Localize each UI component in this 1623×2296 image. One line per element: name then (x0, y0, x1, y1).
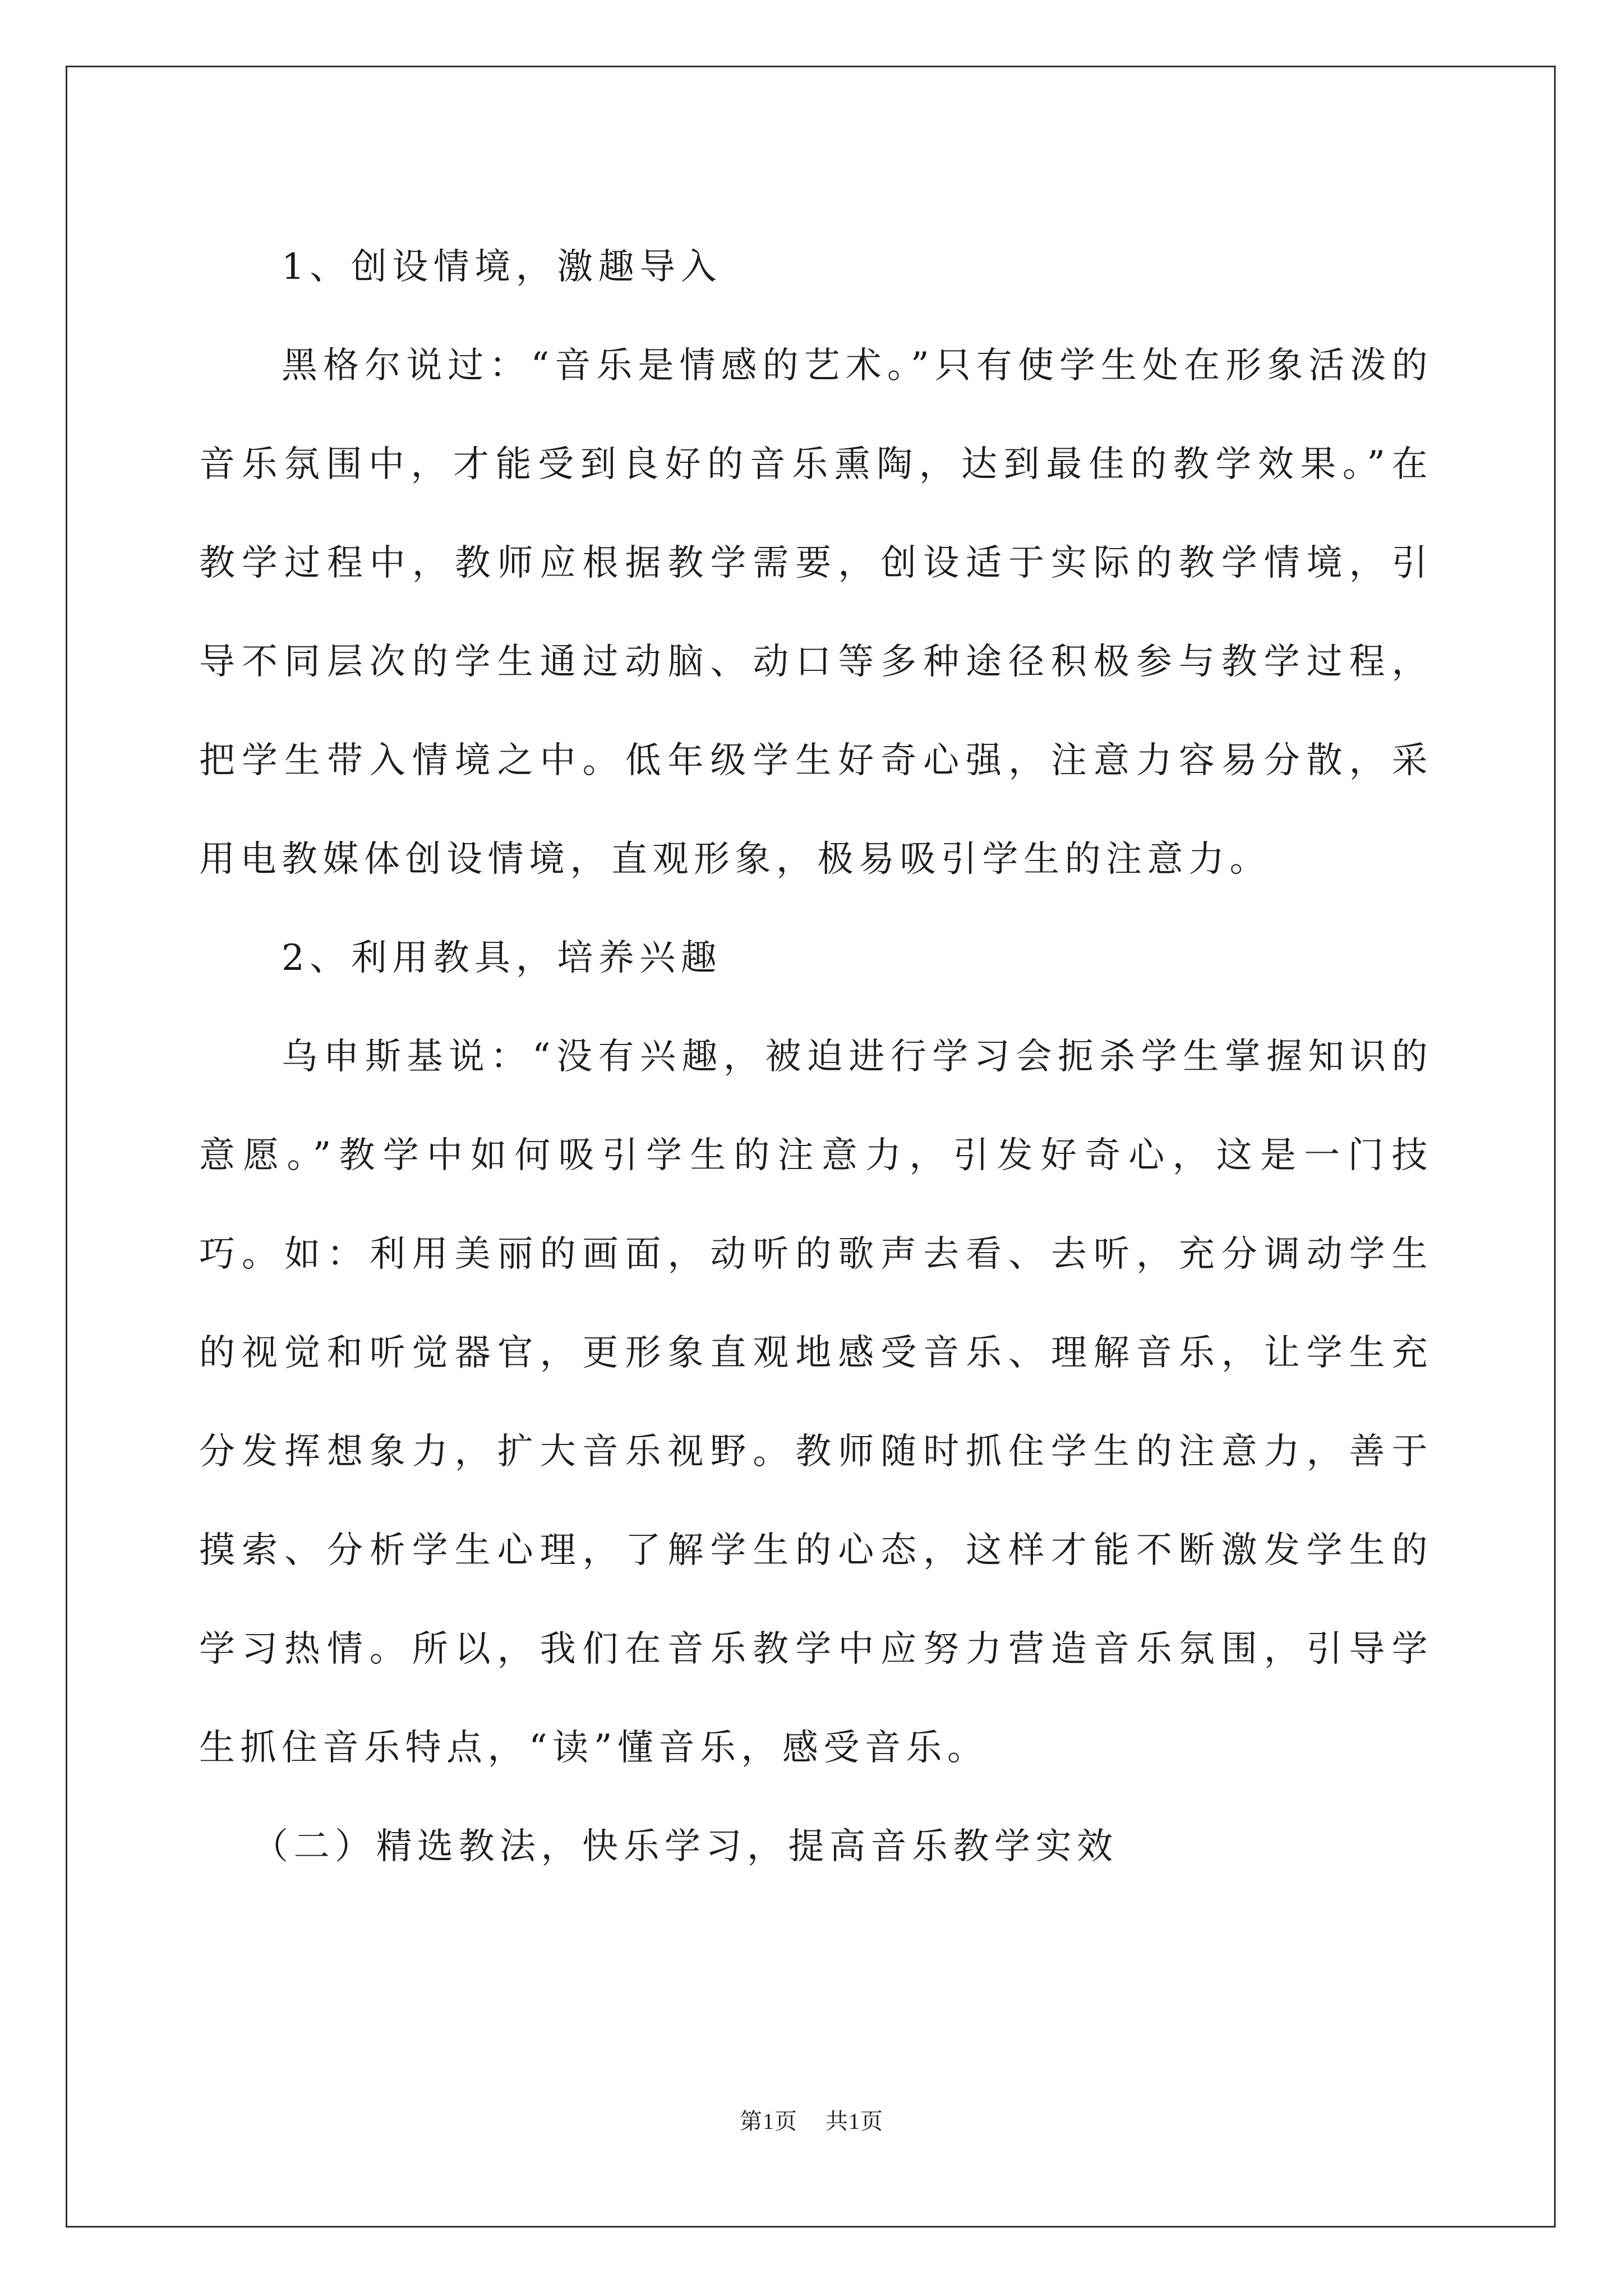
document-body (199, 218, 1433, 1896)
sub-section-heading: （二）精选教法，快乐学习，提高音乐教学实效 (252, 1826, 1118, 1867)
page-total: 共1页 (826, 2109, 883, 2134)
section-heading-2: 2、利用教具，培养兴趣 (282, 937, 722, 979)
page-footer (0, 2104, 1623, 2136)
body-paragraph-1: 黑格尔说过：“音乐是情感的艺术。”只有使学生处在形象活泼的音乐氛围中，才能受到良好的音乐熏陶，达到最佳的教学效果。”在教学过程中，教师应根据教学需要，创设适于实际的教学情境，引导不同层次的学生通过动脑、动口等多种途径积极参与教学过程，把学生带入情境之中。低年级学生好奇心强，注意力容易分散，采用电教媒体创设情境，直观形象，极易吸引学生的注意力。 (199, 345, 1433, 880)
body-paragraph-2: 乌申斯基说：“没有兴趣，被迫进行学习会扼杀学生掌握知识的意愿。”教学中如何吸引学生的注意力，引发好奇心，这是一门技巧。如：利用美丽的画面，动听的歌声去看、去听，充分调动学生的视觉和听觉器官，更形象直观地感受音乐、理解音乐，让学生充分发挥想象力，扩大音乐视野。教师随时抓住学生的注意力，善于摸索、分析学生心理，了解学生的心态，这样才能不断激发学生的学习热情。所以，我们在音乐教学中应努力营造音乐氛围，引导学生抓住音乐特点，“读”懂音乐，感受音乐。 (199, 1036, 1433, 1769)
section-heading-1: 1、创设情境，激趣导入 (282, 246, 722, 288)
page-number: 第1页 (740, 2109, 797, 2134)
